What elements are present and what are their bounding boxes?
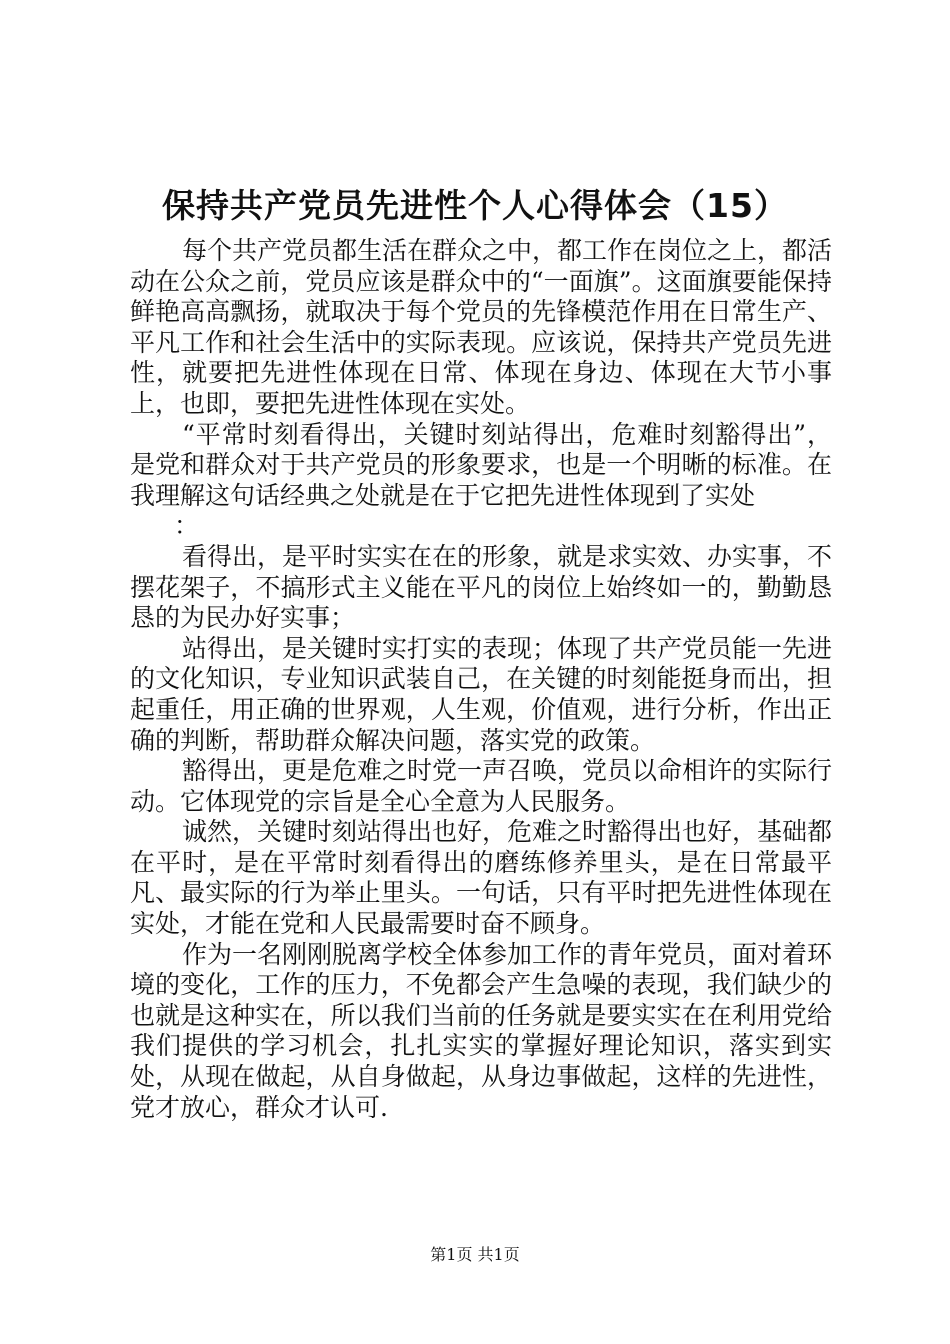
paragraph-3: 看得出，是平时实实在在的形象，就是求实效、办实事，不摆花架子，不搞形式主义能在平凡的岗位上始终如一的，勤勤恳恳的为民办好实事； [130, 541, 833, 633]
paragraph-4: 站得出，是关键时实打实的表现；体现了共产党员能一先进的文化知识，专业知识武装自己，在关键的时刻能挺身而出，担起重任，用正确的世界观，人生观，价值观，进行分析，作出正确的判断，帮助群众解决问题，落实党的政策。 [130, 633, 833, 755]
paragraph-7: 作为一名刚刚脱离学校全体参加工作的青年党员，面对着环境的变化，工作的压力，不免都会产生急噪的表现，我们缺少的也就是这种实在，所以我们当前的任务就是要实实在在利用党给我们提供的学习机会，扎扎实实的掌握好理论知识，落实到实处，从现在做起，从自身做起，从身边事做起，这样的先进性，党才放心，群众才认可. [130, 939, 833, 1122]
document-body [130, 236, 832, 1123]
document-title: 保持共产党员先进性个人心得体会（15） [162, 186, 788, 225]
paragraph-2: “平常时刻看得出，关键时刻站得出，危难时刻豁得出”，是党和群众对于共产党员的形象要求，也是一个明晰的标准。在我理解这句话经典之处就是在于它把先进性体现到了实处 [130, 419, 832, 510]
page-number-footer: 第1页 共1页 [430, 1245, 520, 1264]
paragraph-colon: ： [174, 511, 200, 541]
paragraph-1: 每个共产党员都生活在群众之中，都工作在岗位之上，都活动在公众之前，党员应该是群众中的“一面旗”。这面旗要能保持鲜艳高高飘扬，就取决于每个党员的先锋模范作用在日常生产、平凡工作和社会生活中的实际表现。应该说，保持共产党员先进性，就要把先进性体现在日常、体现在身边、体现在大节小事上，也即，要把先进性体现在实处。 [130, 236, 833, 418]
paragraph-5: 豁得出，更是危难之时党一声召唤，党员以命相许的实际行动。它体现党的宗旨是全心全意为人民服务。 [130, 756, 833, 816]
paragraph-6: 诚然，关键时刻站得出也好，危难之时豁得出也好，基础都在平时，是在平常时刻看得出的磨练修养里头，是在日常最平凡、最实际的行为举止里头。一句话，只有平时把先进性体现在实处，才能在党和人民最需要时奋不顾身。 [130, 817, 833, 939]
